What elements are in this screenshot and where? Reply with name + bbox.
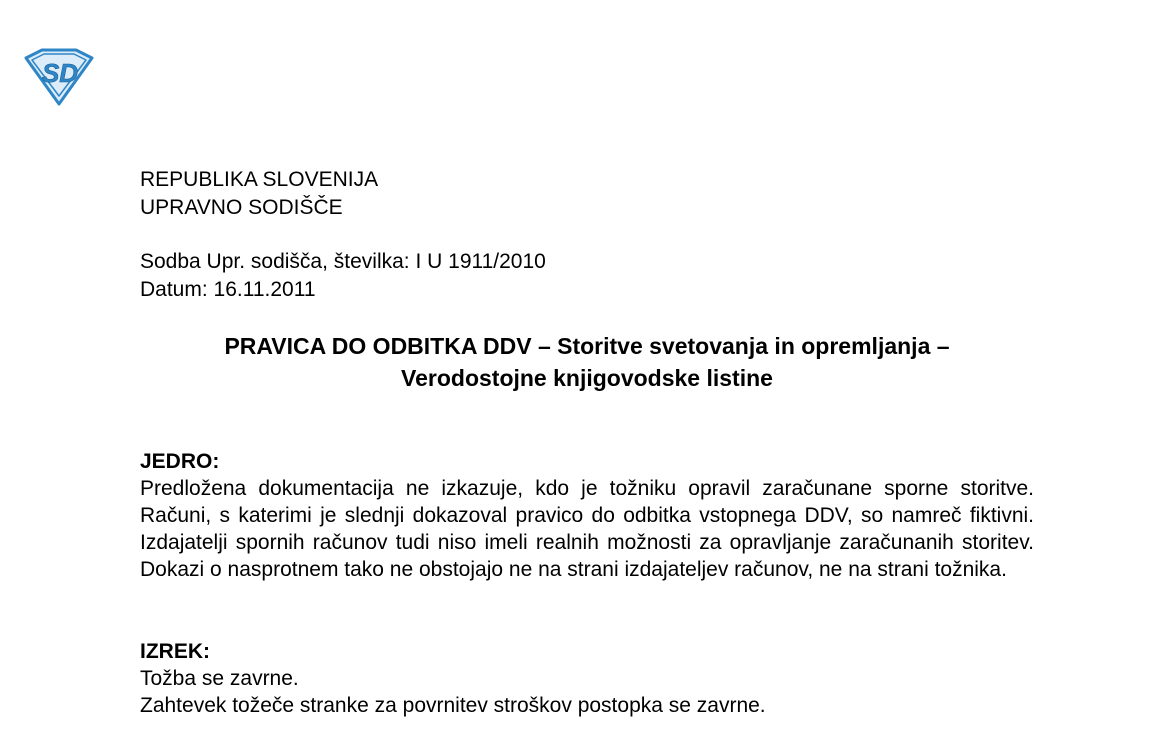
izrek-line-2: Zahtevek tožeče stranke za povrnitev stroškov postopka se zavrne. xyxy=(140,694,766,717)
jedro-text: Predložena dokumentacija ne izkazuje, kdo je tožniku opravil zaračunane sporne storitve. Računi, s katerimi je slednji dokazoval pravico do odbitka vstopnega DDV, so namreč fiktivni. Izdajatelji spornih računov tudi niso imeli realnih možnosti za opravljanje zaračunanih storitev. Dokazi o nasprotnem tako ne obstojajo ne na strani izdajateljev računov, ne na strani tožnika. xyxy=(140,477,1034,581)
izrek-section xyxy=(140,638,1034,719)
court-header xyxy=(140,166,378,222)
title-line-2: Verodostojne knjigovodske listine xyxy=(401,365,773,391)
document-title xyxy=(140,330,1034,394)
jedro-section xyxy=(140,448,1034,583)
republic-name: REPUBLIKA SLOVENIJA xyxy=(140,168,379,191)
jedro-label: JEDRO: xyxy=(140,450,220,473)
logo-lettering: SD xyxy=(41,58,79,88)
title-line-1: PRAVICA DO ODBITKA DDV – Storitve svetovanja in opremljanja – xyxy=(224,333,950,359)
judgment-date: Datum: 16.11.2011 xyxy=(140,278,316,301)
case-number: Sodba Upr. sodišča, številka: I U 1911/2010 xyxy=(140,250,546,273)
izrek-label: IZREK: xyxy=(140,640,210,663)
judgment-meta xyxy=(140,248,546,304)
court-name: UPRAVNO SODIŠČE xyxy=(140,196,343,219)
court-logo xyxy=(22,48,96,106)
izrek-line-1: Tožba se zavrne. xyxy=(140,667,299,690)
sd-shield-icon xyxy=(22,48,96,106)
